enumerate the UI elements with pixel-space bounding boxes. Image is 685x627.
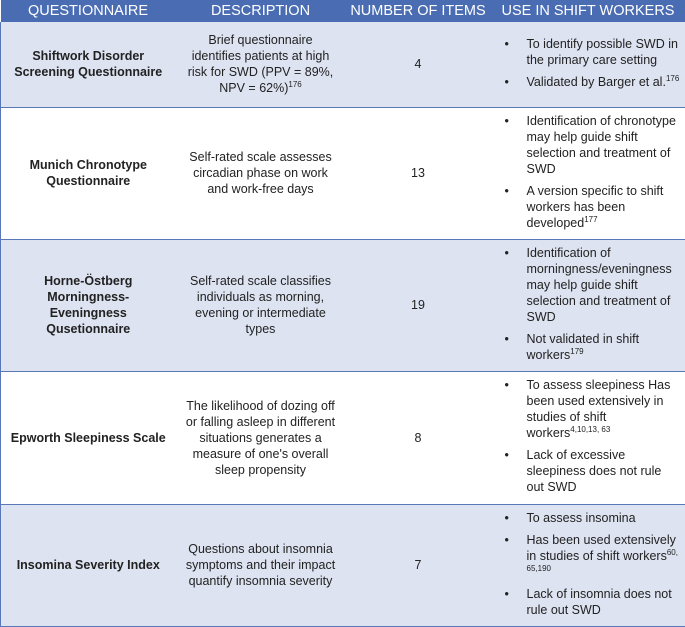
use-in-shift-workers: [491, 239, 685, 371]
use-bullet: • Not validated in shift workers$^{179}$: [527, 331, 682, 363]
header-row: [1, 0, 685, 22]
table-row: [1, 371, 685, 504]
use-bullet: • To identify possible SWD in the primary care setting: [527, 36, 682, 68]
use-in-shift-workers: [491, 371, 685, 504]
use-in-shift-workers: [491, 22, 685, 107]
description: Self-rated scale classifies individuals as morning, evening or intermediate types: [176, 239, 346, 371]
questionnaire-name: Horne-Östberg Morningness-Eveningness Qusetionnaire: [1, 239, 176, 371]
citation: 176: [288, 80, 301, 89]
citation: 60, 65,190: [527, 547, 678, 572]
citation: 176: [666, 74, 679, 83]
use-bullet: • Lack of insomnia does not rule out SWD: [527, 586, 682, 618]
number-of-items: 7: [346, 504, 491, 626]
header-use-in-shift-workers: USE IN SHIFT WORKERS: [491, 0, 685, 22]
description: Questions about insomnia symptoms and their impact quantify insomnia severity: [176, 504, 346, 626]
number-of-items: 19: [346, 239, 491, 371]
number-of-items: 13: [346, 107, 491, 239]
use-bullet: • To assess insomina: [527, 510, 682, 526]
use-bullet: • Lack of excessive sleepiness does not rule out SWD: [527, 447, 682, 495]
table-row: [1, 239, 685, 371]
questionnaire-name: Shiftwork Disorder Screening Questionnaire: [1, 22, 176, 107]
header-questionnaire: QUESTIONNAIRE: [1, 0, 176, 22]
number-of-items: 4: [346, 22, 491, 107]
use-in-shift-workers: [491, 504, 685, 626]
table-row: [1, 107, 685, 239]
header-description: DESCRIPTION: [176, 0, 346, 22]
citation: 4,10,13, 63: [570, 425, 610, 434]
use-bullet: • Has been used extensively in studies of shift workers$^{60, 65,190}$: [527, 532, 682, 580]
description: Self-rated scale assesses circadian phase on work and work-free days: [176, 107, 346, 239]
description: Brief questionnaire identifies patients at high risk for SWD (PPV = 89%, NPV = 62%)$^{176}$: [176, 22, 346, 107]
use-in-shift-workers: [491, 107, 685, 239]
table-row: [1, 22, 685, 107]
number-of-items: 8: [346, 371, 491, 504]
use-bullet: • To assess sleepiness Has been used extensively in studies of shift workers$^{4,10,13, 63}$: [527, 377, 682, 441]
header-number-of-items: NUMBER OF ITEMS: [346, 0, 491, 22]
table-row: [1, 504, 685, 626]
use-bullet: • A version specific to shift workers has been developed$^{177}$: [527, 183, 682, 231]
description: The likelihood of dozing off or falling asleep in different situations generates a measure of one's overall sleep propensity: [176, 371, 346, 504]
use-bullet: • Identification of chronotype may help guide shift selection and treatment of SWD: [527, 113, 682, 177]
questionnaire-name: Munich Chronotype Questionnaire: [1, 107, 176, 239]
questionnaire-name: Insomina Severity Index: [1, 504, 176, 626]
citation: 177: [584, 214, 597, 223]
use-bullet: • Identification of morningness/eveningness may help guide shift selection and treatment of SWD: [527, 245, 682, 325]
citation: 179: [570, 346, 583, 355]
questionnaire-name: Epworth Sleepiness Scale: [1, 371, 176, 504]
use-bullet: • Validated by Barger et al.$^{176}$: [527, 74, 682, 90]
